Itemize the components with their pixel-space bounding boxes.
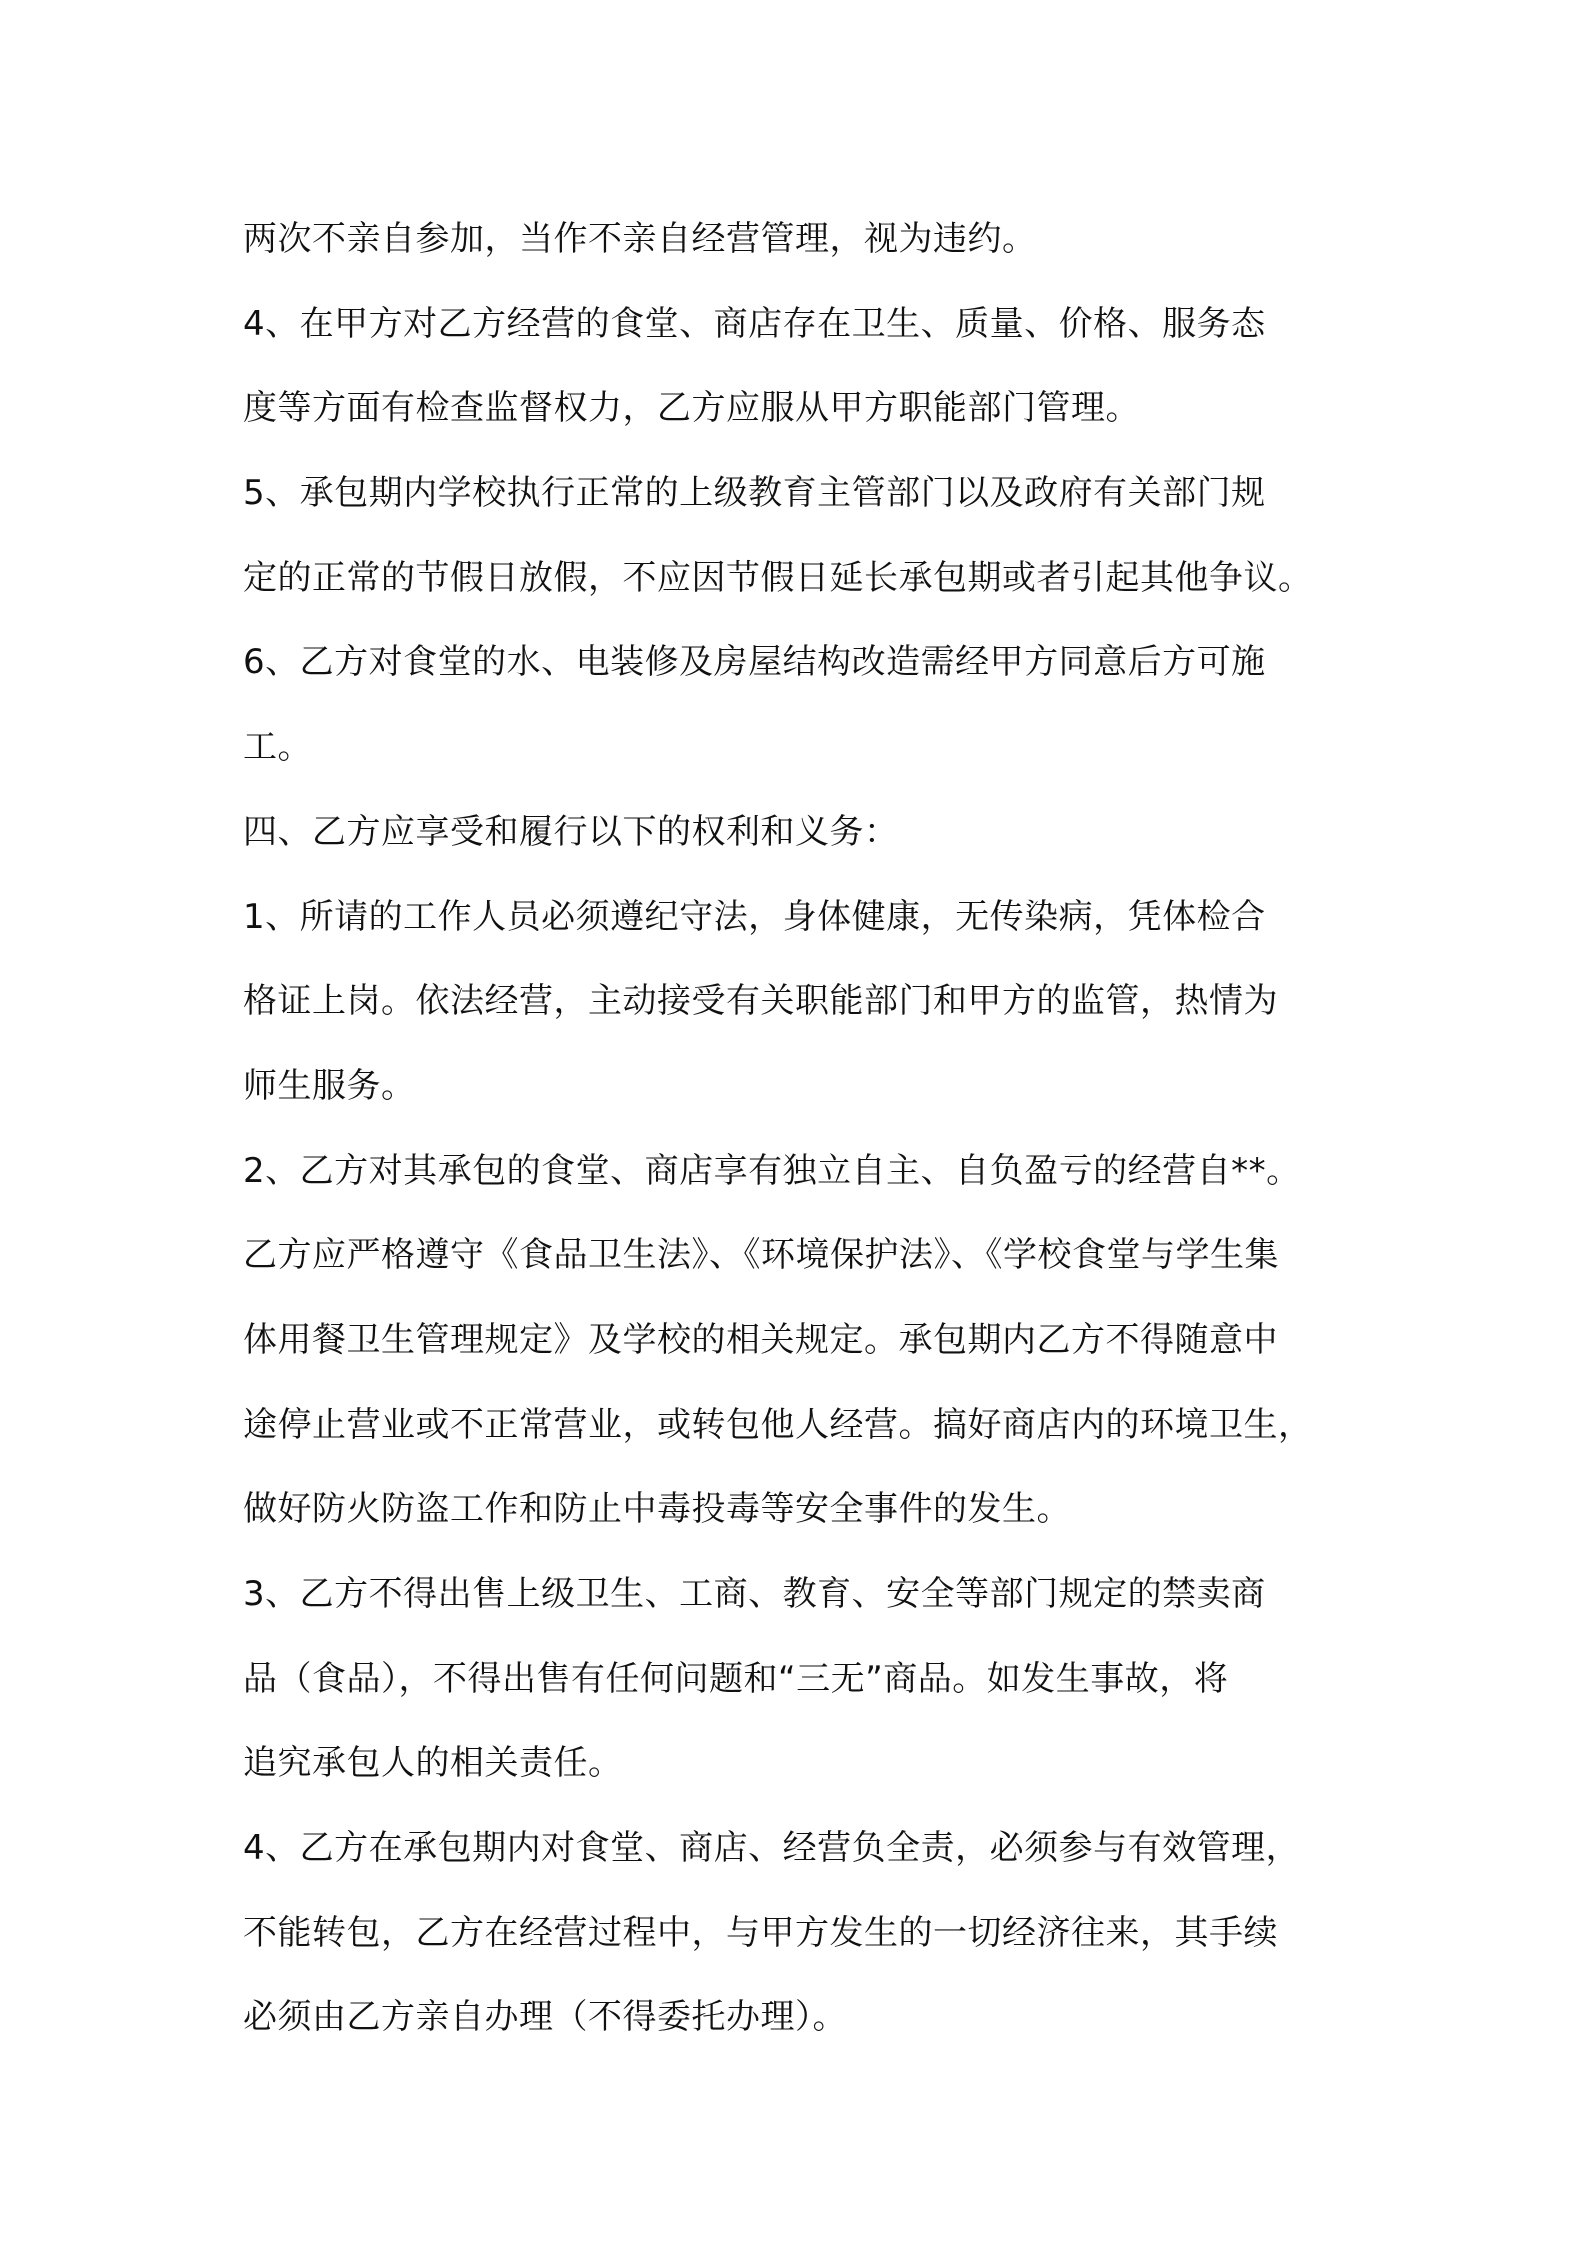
text-line: 4、在甲方对乙方经营的食堂、商店存在卫生、质量、价格、服务态 [243,303,1266,344]
document-body [243,197,1363,2060]
text-line: 追究承包人的相关责任。 [243,1743,623,1784]
text-line: 品（食品），不得出售有任何问题和“三无”商品。如发生事故，将 [243,1658,1229,1699]
text-line: 4、乙方在承包期内对食堂、商店、经营负全责，必须参与有效管理， [243,1828,1301,1869]
section-heading: 四、乙方应享受和履行以下的权利和义务： [243,811,899,852]
text-line: 师生服务。 [243,1065,416,1106]
text-line: 做好防火防盗工作和防止中毒投毒等安全事件的发生。 [243,1489,1071,1530]
text-line: 度等方面有检查监督权力，乙方应服从甲方职能部门管理。 [243,388,1140,429]
text-line: 工。 [243,727,312,768]
text-line: 途停止营业或不正常营业，或转包他人经营。搞好商店内的环境卫生， [243,1404,1313,1445]
text-line: 体用餐卫生管理规定》及学校的相关规定。承包期内乙方不得随意中 [243,1319,1278,1360]
text-line: 两次不亲自参加，当作不亲自经营管理，视为违约。 [243,219,1037,259]
text-line: 必须由乙方亲自办理（不得委托办理）。 [243,1997,847,2038]
text-line: 6、乙方对食堂的水、电装修及房屋结构改造需经甲方同意后方可施 [243,642,1266,683]
text-line: 5、承包期内学校执行正常的上级教育主管部门以及政府有关部门规 [243,473,1266,514]
text-line: 3、乙方不得出售上级卫生、工商、教育、安全等部门规定的禁卖商 [243,1574,1266,1614]
text-line: 1、所请的工作人员必须遵纪守法，身体健康，无传染病，凭体检合 [243,896,1266,937]
text-line: 格证上岗。依法经营，主动接受有关职能部门和甲方的监管，热情为 [243,981,1278,1022]
text-line: 2、乙方对其承包的食堂、商店享有独立自主、自负盈亏的经营自**。 [243,1150,1301,1191]
text-line: 不能转包，乙方在经营过程中，与甲方发生的一切经济往来，其手续 [243,1912,1278,1953]
text-line: 乙方应严格遵守《食品卫生法》、《环境保护法》、《学校食堂与学生集 [243,1235,1279,1276]
text-line: 定的正常的节假日放假，不应因节假日延长承包期或者引起其他争议。 [243,557,1313,598]
